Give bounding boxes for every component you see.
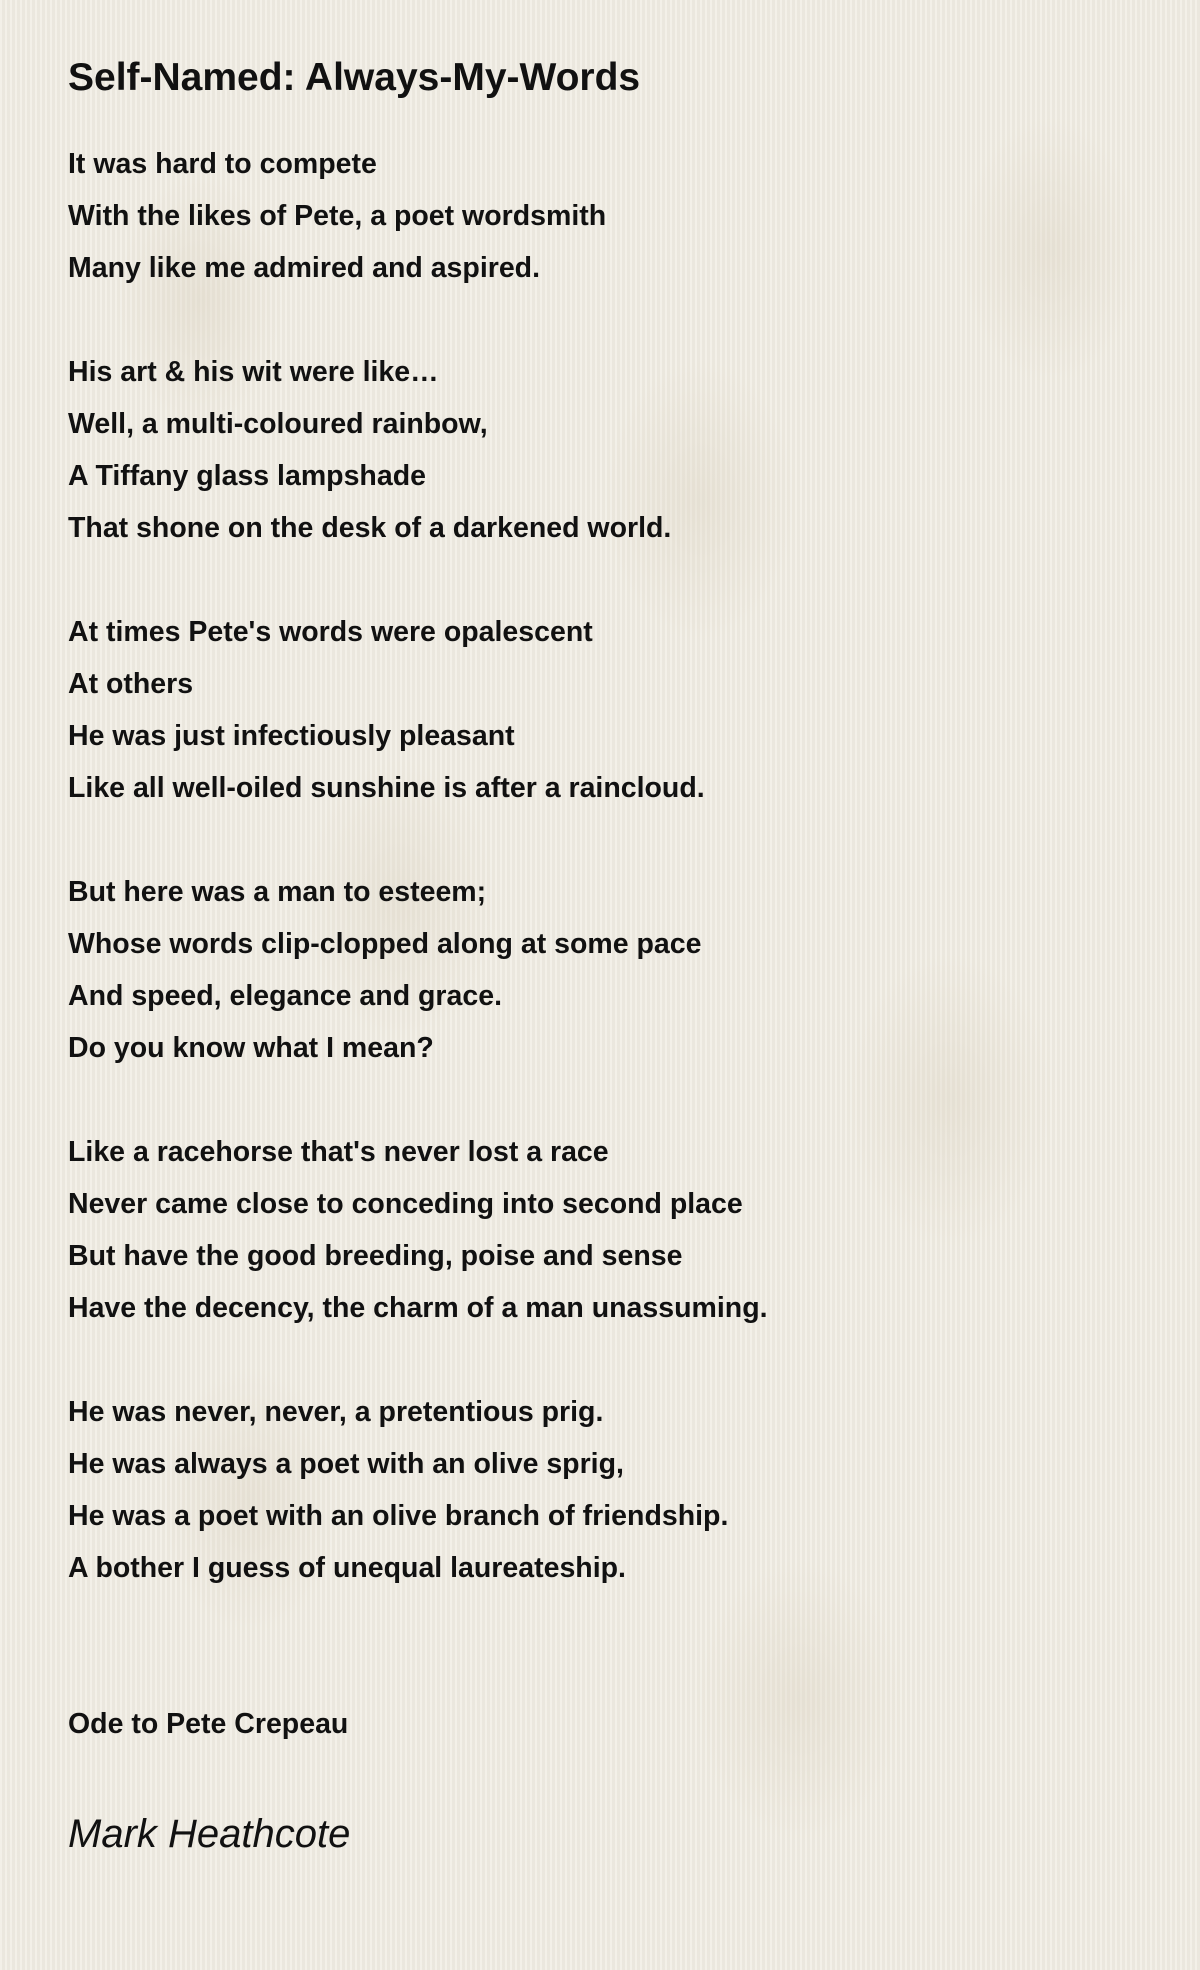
- poem-dedication: Ode to Pete Crepeau: [68, 1708, 349, 1740]
- poem-line: Many like me admired and aspired.: [68, 252, 541, 284]
- poem-body: [68, 138, 1148, 1594]
- poem-line: At times Pete's words were opalescent: [68, 616, 593, 648]
- poem-line: He was a poet with an olive branch of friendship.: [68, 1500, 729, 1532]
- poem-line: Have the decency, the charm of a man unassuming.: [68, 1292, 768, 1324]
- poem-title: Self-Named: Always-My-Words: [68, 56, 641, 99]
- poem-line: Like all well-oiled sunshine is after a raincloud.: [68, 772, 705, 804]
- poem-line: Like a racehorse that's never lost a race: [68, 1136, 609, 1168]
- poem-line: A bother I guess of unequal laureateship.: [68, 1552, 626, 1584]
- poem-line: But have the good breeding, poise and sense: [68, 1240, 683, 1272]
- poem-line: At others: [68, 668, 194, 700]
- poem-page: [68, 48, 1148, 1864]
- poem-line: And speed, elegance and grace.: [68, 980, 502, 1012]
- poem-line: With the likes of Pete, a poet wordsmith: [68, 200, 607, 232]
- poem-line: But here was a man to esteem;: [68, 876, 487, 908]
- poem-line: Whose words clip-clopped along at some pace: [68, 928, 702, 960]
- poem-line: He was always a poet with an olive sprig,: [68, 1448, 624, 1480]
- stanza-6: [68, 1386, 1148, 1594]
- poem-line: He was just infectiously pleasant: [68, 720, 515, 752]
- poem-line: A Tiffany glass lampshade: [68, 460, 426, 492]
- poem-line: Well, a multi-coloured rainbow,: [68, 408, 488, 440]
- poem-line: That shone on the desk of a darkened world.: [68, 512, 672, 544]
- poem-line: Never came close to conceding into second place: [68, 1188, 743, 1220]
- stanza-2: [68, 346, 1148, 554]
- poem-line: He was never, never, a pretentious prig.: [68, 1396, 604, 1428]
- poem-line: Do you know what I mean?: [68, 1032, 434, 1064]
- author-name[interactable]: Mark Heathcote: [68, 1812, 351, 1856]
- stanza-3: [68, 606, 1148, 814]
- stanza-1: [68, 138, 1148, 294]
- poem-line: His art & his wit were like…: [68, 356, 439, 388]
- stanza-4: [68, 866, 1148, 1074]
- poem-line: It was hard to compete: [68, 148, 377, 180]
- stanza-5: [68, 1126, 1148, 1334]
